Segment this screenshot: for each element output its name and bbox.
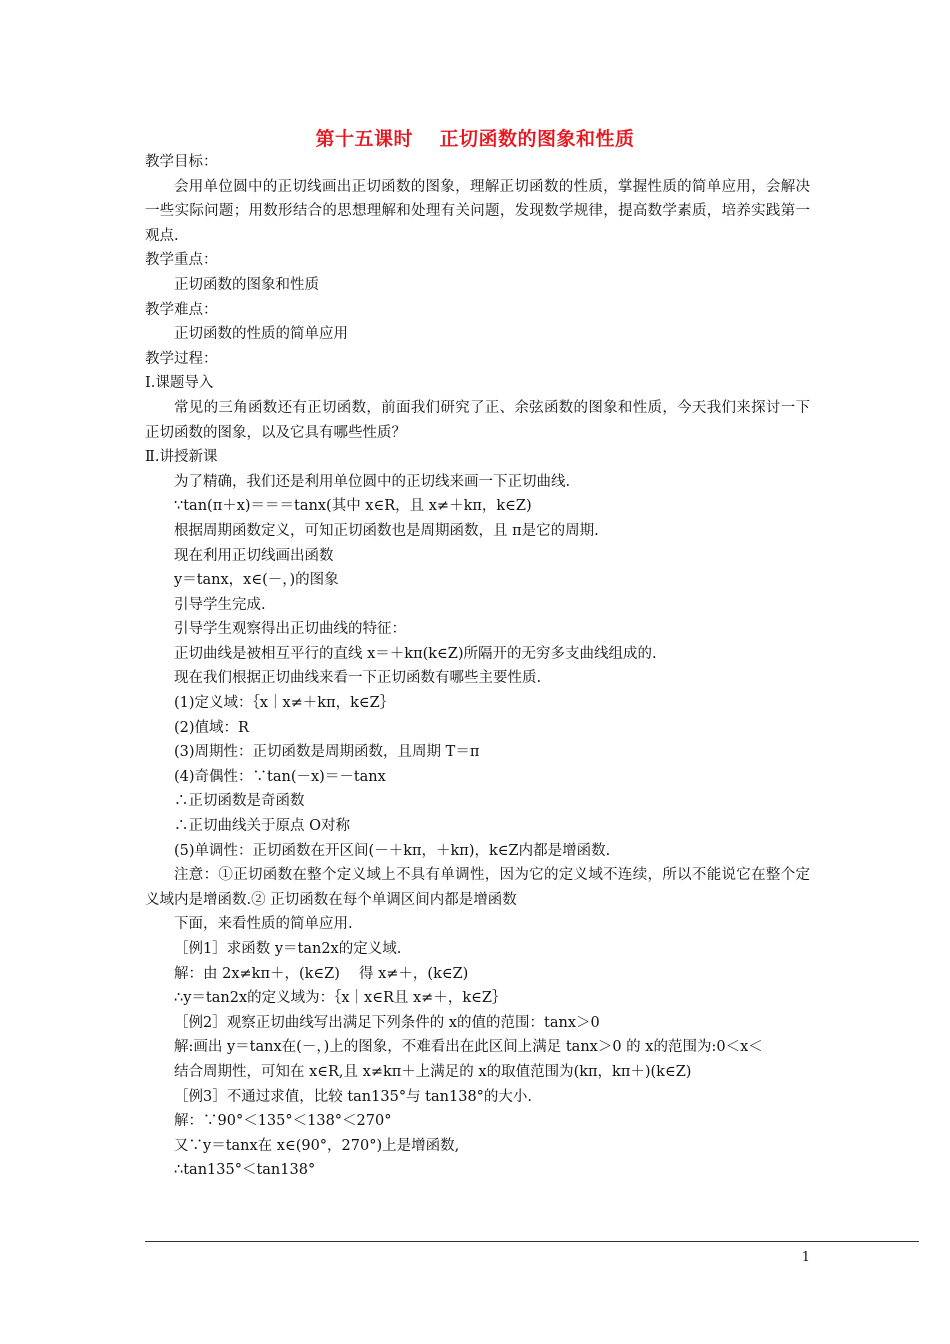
text-line: 教学难点： (145, 301, 218, 318)
text-line: ∴正切曲线关于原点 O对称 (174, 818, 350, 835)
text-line: (4)奇偶性：∵tan(－x)＝－tanx (174, 768, 386, 785)
text-line: 正切函数的性质的简单应用 (174, 326, 348, 343)
text-line: 正切函数的图象和性质 (174, 276, 319, 293)
text-line: (1)定义域：｛x｜x≠＋kπ，k∈Z｝ (174, 695, 395, 712)
text-line: 下面，来看性质的简单应用. (174, 916, 353, 933)
footer-rule (145, 1241, 919, 1242)
text-line: ［例2］观察正切曲线写出满足下列条件的 x的值的范围：tanx＞0 (174, 1014, 600, 1031)
page-title: 第十五课时 正切函数的图象和性质 (315, 128, 635, 150)
text-line: 教学重点： (145, 252, 218, 269)
text-line: 教学目标： (145, 154, 218, 170)
text-line: Ⅰ.课题导入 (145, 375, 214, 392)
text-line: 常见的三角函数还有正切函数，前面我们研究了正、余弦函数的图象和性质，今天我们来探讨一下正切函数的图象，以及它具有哪些性质？ (145, 399, 810, 441)
text-line: (3)周期性：正切函数是周期函数，且周期 T＝π (174, 744, 480, 761)
text-line: 引导学生观察得出正切曲线的特征： (174, 621, 406, 638)
text-line: 解:画出 y＝tanx在(－，)上的图象，不难看出在此区间上满足 tanx＞0 的 x的范围为:0＜x＜ (174, 1039, 763, 1056)
text-line: Ⅱ.讲授新课 (145, 449, 218, 466)
text-line: 解：∵90°＜135°＜138°＜270° (174, 1113, 392, 1130)
text-line: ∵tan(π＋x)＝＝＝tanx(其中 x∈R，且 x≠＋kπ，k∈Z) (174, 498, 532, 515)
text-line: 正切曲线是被相互平行的直线 x＝＋kπ(k∈Z)所隔开的无穷多支曲线组成的. (174, 645, 657, 662)
text-line: 解：由 2x≠kπ＋，(k∈Z) 得 x≠＋，(k∈Z) (174, 965, 469, 982)
text-line: y＝tanx，x∈(－，)的图象 (174, 572, 339, 589)
page-number: 1 (801, 1250, 810, 1265)
text-line: ［例1］求函数 y＝tan2x的定义域. (174, 941, 402, 957)
text-line: 根据周期函数定义，可知正切函数也是周期函数，且 π是它的周期. (174, 522, 599, 539)
text-line: 为了精确，我们还是利用单位圆中的正切线来画一下正切曲线. (174, 473, 571, 490)
text-line: 结合周期性，可知在 x∈R,且 x≠kπ＋上满足的 x的取值范围为(kπ，kπ＋)(k∈Z) (174, 1063, 692, 1080)
lesson-content (145, 150, 810, 1183)
text-line: ［例3］不通过求值，比较 tan135°与 tan138°的大小. (174, 1088, 533, 1105)
text-line: 注意：①正切函数在整个定义域上不具有单调性，因为它的定义域不连续，所以不能说它在整个定义域内是增函数.② 正切函数在每个单调区间内都是增函数 (145, 867, 810, 908)
text-line: ∴y＝tan2x的定义域为：｛x｜x∈R且 x≠＋，k∈Z｝ (174, 990, 507, 1007)
text-line: 会用单位圆中的正切线画出正切函数的图象，理解正切函数的性质，掌握性质的简单应用，会解决一些实际问题；用数形结合的思想理解和处理有关问题，发现数学规律，提高数学素质，培养实践第一观点. (145, 178, 810, 244)
text-line: 又∵y＝tanx在 x∈(90°，270°)上是增函数, (174, 1137, 460, 1154)
text-line: 现在利用正切线画出函数 (174, 547, 334, 564)
text-line: 教学过程： (145, 350, 218, 367)
text-line: 引导学生完成. (174, 596, 266, 613)
text-line: (2)值域：R (174, 719, 249, 736)
text-line: (5)单调性：正切函数在开区间(－＋kπ，＋kπ)，k∈Z内都是增函数. (174, 842, 611, 859)
text-line: 现在我们根据正切曲线来看一下正切函数有哪些主要性质. (174, 670, 542, 687)
text-line: ∴tan135°＜tan138° (174, 1162, 316, 1179)
text-line: ∴正切函数是奇函数 (174, 793, 305, 810)
